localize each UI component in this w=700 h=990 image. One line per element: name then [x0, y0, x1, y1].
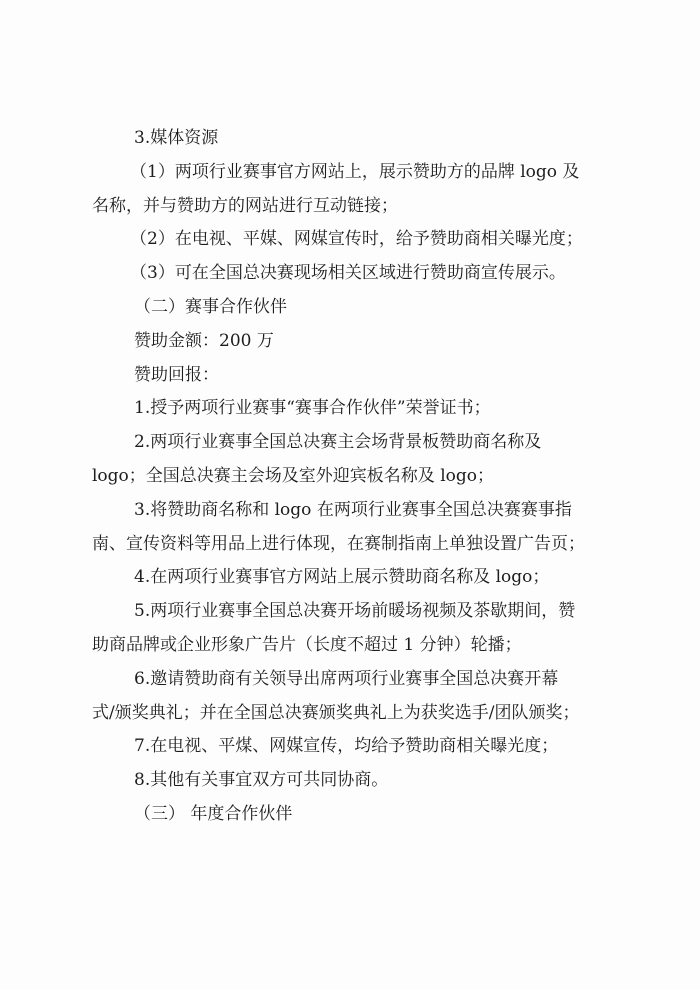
paragraph-line: 名称，并与赞助方的网站进行互动链接； — [92, 195, 398, 216]
list-item: 4.在两项行业赛事官方网站上展示赞助商名称及 logo； — [134, 567, 550, 588]
list-item: 3.将赞助商名称和 logo 在两项行业赛事全国总决赛赛事指 — [134, 499, 572, 520]
list-item-continuation: 式/颁奖典礼；并在全国总决赛颁奖典礼上为获奖选手/团队颁奖； — [92, 702, 580, 723]
document-body — [92, 122, 612, 832]
sponsorship-amount: 赞助金额：200 万 — [134, 330, 274, 351]
list-item: 5.两项行业赛事全国总决赛开场前暖场视频及茶歇期间，赞 — [134, 601, 576, 622]
list-item-continuation: 南、宣传资料等用品上进行体现，在赛制指南上单独设置广告页； — [92, 533, 585, 554]
list-item-continuation: 助商品牌或企业形象广告片（长度不超过 1 分钟）轮播； — [92, 634, 522, 655]
paragraph-line: （3）可在全国总决赛现场相关区域进行赞助商宣传展示。 — [130, 263, 566, 284]
section-heading-event-partner: （二）赛事合作伙伴 — [134, 296, 287, 317]
sponsorship-returns-heading: 赞助回报： — [134, 364, 219, 385]
paragraph-line: （1）两项行业赛事官方网站上，展示赞助方的品牌 logo 及 — [130, 161, 580, 182]
section-heading-annual-partner: （三） 年度合作伙伴 — [134, 803, 293, 824]
list-item-continuation: logo；全国总决赛主会场及室外迎宾板名称及 logo； — [92, 465, 494, 486]
list-item: 6.邀请赞助商有关领导出席两项行业赛事全国总决赛开幕 — [134, 668, 559, 689]
list-item: 7.在电视、平煤、网媒宣传，均给予赞助商相关曝光度； — [134, 736, 559, 757]
list-item: 8.其他有关事宜双方可共同协商。 — [134, 770, 389, 791]
paragraph-line: （2）在电视、平媒、网媒宣传时，给予赞助商相关曝光度； — [130, 229, 583, 250]
list-item: 1.授予两项行业赛事“赛事合作伙伴”荣誉证书； — [134, 398, 491, 419]
list-item: 2.两项行业赛事全国总决赛主会场背景板赞助商名称及 — [134, 432, 542, 453]
section-heading-media-resources: 3.媒体资源 — [134, 128, 219, 148]
